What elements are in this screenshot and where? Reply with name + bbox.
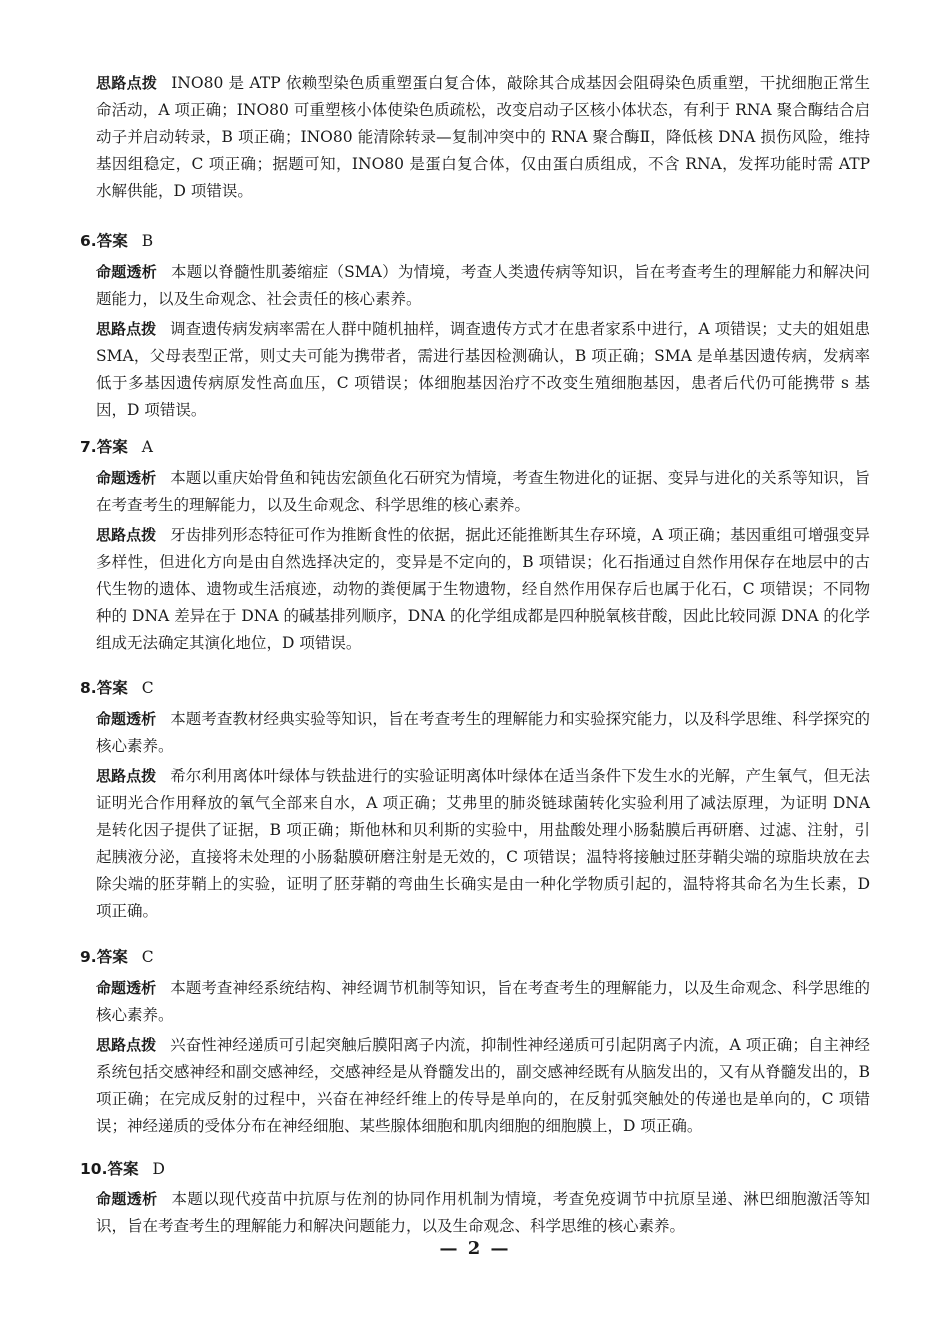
analysis-label: 命题透析 (96, 469, 157, 487)
q10-analysis-paragraph (96, 1186, 870, 1240)
page-number: — 2 — (439, 1238, 511, 1259)
q9-hint-paragraph (96, 1032, 870, 1140)
q10-number: 10. (80, 1160, 108, 1178)
q8-hint-text: 希尔利用离体叶绿体与铁盐进行的实验证明离体叶绿体在适当条件下发生水的光解，产生氧气，但无法证明光合作用释放的氧气全部来自水，A 项正确；艾弗里的肺炎链球菌转化实验利用了减法原理，为证明 DNA 是转化因子提供了证据，B 项正确；斯他林和贝利斯的实验中，用盐酸处理小肠黏膜后再研磨、过滤、注射，引起胰液分泌，直接将未处理的小肠黏膜研磨注射是无效的，C 项错误；温特将接触过胚芽鞘尖端的琼脂块放在去除尖端的胚芽鞘上的实验，证明了胚芽鞘的弯曲生长确实是由一种化学物质引起的，温特将其命名为生长素，D 项正确。 (96, 767, 870, 920)
answer-label: 答案 (96, 948, 128, 966)
q8-analysis-text: 本题考查教材经典实验等知识，旨在考查考生的理解能力和实验探究能力，以及科学思维、科学探究的核心素养。 (96, 710, 870, 755)
q8-number: 8. (80, 679, 97, 697)
q9-number: 9. (80, 948, 97, 966)
q7-header (80, 434, 153, 460)
q9-header (80, 944, 154, 970)
analysis-label: 命题透析 (96, 979, 157, 997)
q6-hint-paragraph (96, 316, 870, 424)
q9-analysis-text: 本题考查神经系统结构、神经调节机制等知识，旨在考查考生的理解能力，以及生命观念、科学思维的核心素养。 (96, 979, 870, 1024)
q6-answer: B (141, 232, 154, 250)
q6-analysis-paragraph (96, 259, 870, 313)
q10-header (80, 1156, 165, 1182)
q7-number: 7. (80, 438, 97, 456)
q9-answer: C (141, 948, 154, 966)
q8-header (80, 675, 154, 701)
q8-answer: C (141, 679, 154, 697)
q10-analysis-text: 本题以现代疫苗中抗原与佐剂的协同作用机制为情境，考查免疫调节中抗原呈递、淋巴细胞激活等知识，旨在考查考生的理解能力和解决问题能力，以及生命观念、科学思维的核心素养。 (96, 1190, 870, 1235)
analysis-label: 命题透析 (96, 1190, 158, 1208)
q9-hint-text: 兴奋性神经递质可引起突触后膜阳离子内流，抑制性神经递质可引起阴离子内流，A 项正确；自主神经系统包括交感神经和副交感神经，交感神经是从脊髓发出的，副交感神经既有从脑发出的，又有从脊髓发出的，B 项正确；在完成反射的过程中，兴奋在神经纤维上的传导是单向的，在反射弧突触处的传递也是单向的，C 项错误；神经递质的受体分布在神经细胞、某些腺体细胞和肌肉细胞的细胞膜上，D 项正确。 (96, 1036, 870, 1135)
answer-label: 答案 (96, 679, 128, 697)
q7-hint-paragraph (96, 522, 870, 657)
q6-analysis-text: 本题以脊髓性肌萎缩症（SMA）为情境，考查人类遗传病等知识，旨在考查考生的理解能力和解决问题能力，以及生命观念、社会责任的核心素养。 (96, 263, 870, 308)
q7-hint-text: 牙齿排列形态特征可作为推断食性的依据，据此还能推断其生存环境，A 项正确；基因重组可增强变异多样性，但进化方向是由自然选择决定的，变异是不定向的，B 项错误；化石指通过自然作用保存在地层中的古代生物的遗体、遗物或生活痕迹，动物的粪便属于生物遗物，经自然作用保存后也属于化石，C 项错误；不同物种的 DNA 差异在于 DNA 的碱基排列顺序，DNA 的化学组成都是四种脱氧核苷酸，因此比较同源 DNA 的化学组成无法确定其演化地位，D 项错误。 (96, 526, 870, 652)
hint-label: 思路点拨 (96, 1036, 157, 1054)
hint-label: 思路点拨 (96, 767, 157, 785)
analysis-label: 命题透析 (96, 710, 157, 728)
answer-label: 答案 (96, 232, 128, 250)
hint-label: 思路点拨 (96, 320, 157, 338)
analysis-label: 命题透析 (96, 263, 157, 281)
q7-analysis-paragraph (96, 465, 870, 519)
q6-number: 6. (80, 232, 97, 250)
q7-answer: A (141, 438, 153, 456)
q5-hint-paragraph (96, 70, 870, 205)
q7-analysis-text: 本题以重庆始骨鱼和钝齿宏颌鱼化石研究为情境，考查生物进化的证据、变异与进化的关系等知识，旨在考查考生的理解能力，以及生命观念、科学思维的核心素养。 (96, 469, 870, 514)
q6-header (80, 228, 153, 254)
q9-analysis-paragraph (96, 975, 870, 1029)
answer-label: 答案 (107, 1160, 139, 1178)
q8-hint-paragraph (96, 763, 870, 925)
q8-analysis-paragraph (96, 706, 870, 760)
hint-label: 思路点拨 (96, 526, 157, 544)
q5-hint-text: INO80 是 ATP 依赖型染色质重塑蛋白复合体，敲除其合成基因会阻碍染色质重塑，干扰细胞正常生命活动，A 项正确；INO80 可重塑核小体使染色质疏松，改变启动子区核小体状态，有利于 RNA 聚合酶结合启动子并启动转录，B 项正确；INO80 能清除转录—复制冲突中的 RNA 聚合酶Ⅱ，降低核 DNA 损伤风险，维持基因组稳定，C 项正确；据题可知，INO80 是蛋白复合体，仅由蛋白质组成，不含 RNA，发挥功能时需 ATP 水解供能，D 项错误。 (96, 74, 870, 200)
answer-label: 答案 (96, 438, 128, 456)
hint-label: 思路点拨 (96, 74, 158, 92)
q10-answer: D (152, 1160, 165, 1178)
q6-hint-text: 调查遗传病发病率需在人群中随机抽样，调查遗传方式才在患者家系中进行，A 项错误；丈夫的姐姐患 SMA，父母表型正常，则丈夫可能为携带者，需进行基因检测确认，B 项正确；SMA 是单基因遗传病，发病率低于多基因遗传病原发性高血压，C 项错误；体细胞基因治疗不改变生殖细胞基因，患者后代仍可能携带 s 基因，D 项错误。 (96, 320, 870, 419)
